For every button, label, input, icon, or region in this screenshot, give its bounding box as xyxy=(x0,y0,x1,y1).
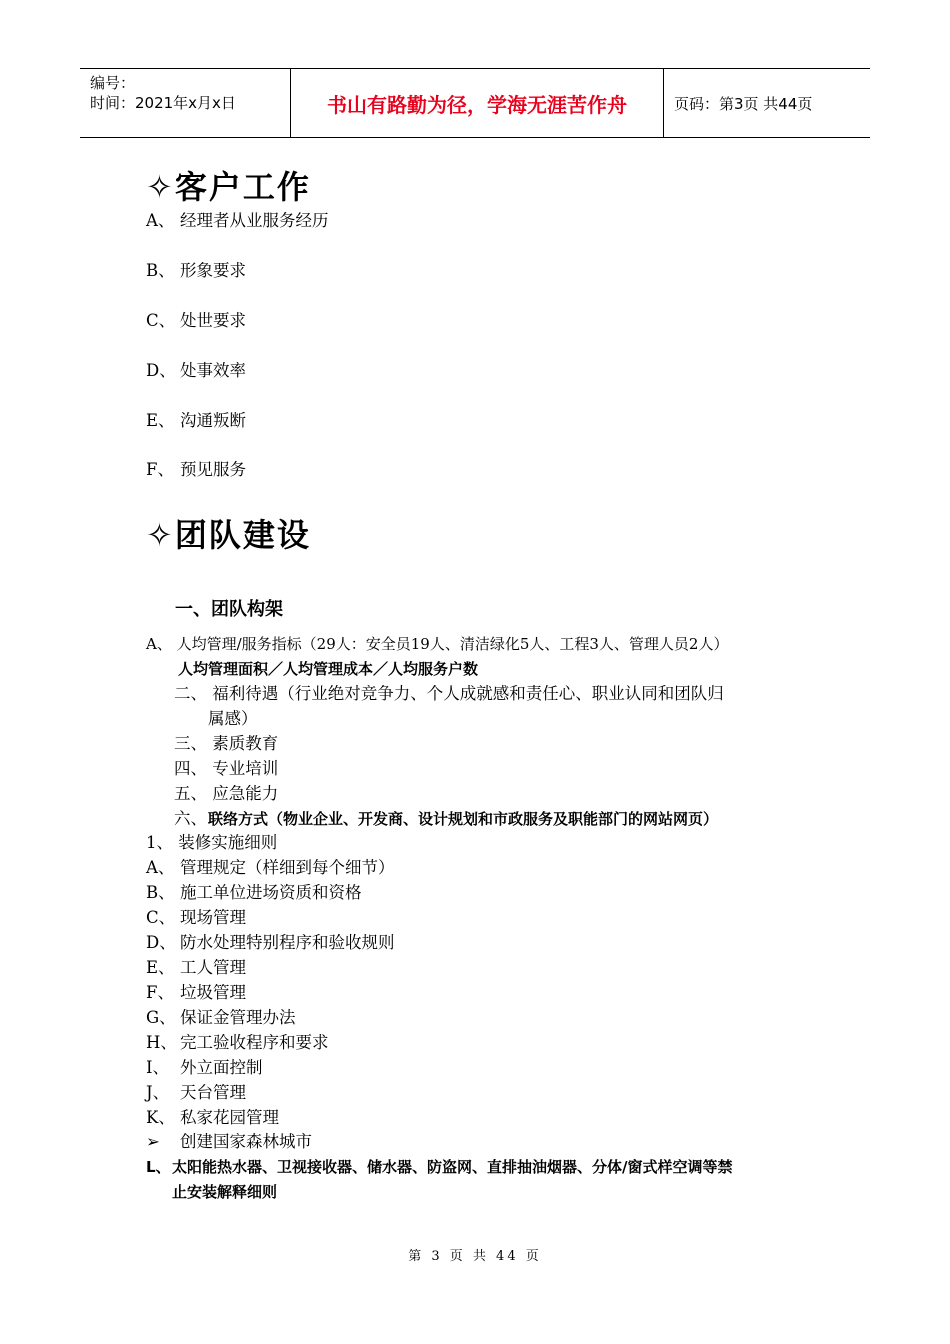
team-item-2-line1: 二、 福利待遇（行业绝对竞争力、个人成就感和责任心、职业认同和团队归 xyxy=(174,684,724,703)
section-title-customer-work: ✧客户工作 xyxy=(146,168,311,206)
header-right-cell xyxy=(664,69,812,137)
list-item: G、 保证金管理办法 xyxy=(146,1008,296,1027)
list-item: B、 施工单位进场资质和资格 xyxy=(146,883,362,902)
team-line-a: A、 人均管理/服务指标（29人：安全员19人、清洁绿化5人、工程3人、管理人员2人） xyxy=(146,635,729,653)
header-motto-cell xyxy=(291,69,664,137)
list-item: I、 外立面控制 xyxy=(146,1058,263,1077)
team-item-3: 三、 素质教育 xyxy=(174,734,279,753)
list-item: E、 工人管理 xyxy=(146,958,246,977)
list-item: J、 天台管理 xyxy=(146,1083,246,1102)
team-item-1-renovation: 1、 装修实施细则 xyxy=(146,833,278,852)
list-item: C、 现场管理 xyxy=(146,908,246,927)
list-item: B、 形象要求 xyxy=(146,261,246,280)
team-item-4: 四、 专业培训 xyxy=(174,759,279,778)
team-item-2-line2: 属感） xyxy=(208,709,258,728)
code-label: 编号： xyxy=(90,74,136,92)
list-item: F、 垃圾管理 xyxy=(146,983,246,1002)
list-item: A、 管理规定（样细到每个细节） xyxy=(146,858,395,877)
team-item-5: 五、 应急能力 xyxy=(174,784,279,803)
header-motto: 书山有路勤为径，学海无涯苦作舟 xyxy=(327,92,627,117)
list-item: D、 处事效率 xyxy=(146,361,246,380)
team-item-l-line2: 止安装解释细则 xyxy=(172,1183,278,1201)
list-item: A、 经理者从业服务经历 xyxy=(146,211,329,230)
list-item: F、 预见服务 xyxy=(146,460,246,479)
list-item: ➢ 创建国家森林城市 xyxy=(146,1132,312,1151)
list-item: D、 防水处理特别程序和验收规则 xyxy=(146,933,395,952)
section-title-team-building: ✧团队建设 xyxy=(146,516,311,554)
page-footer: 第 3 页 共 44 页 xyxy=(408,1249,542,1264)
list-item: K、 私家花园管理 xyxy=(146,1108,279,1127)
team-item-6: 六、联络方式（物业企业、开发商、设计规划和市政服务及职能部门的网站网页） xyxy=(174,809,719,828)
date-label: 时间：2021年x月x日 xyxy=(90,94,236,112)
header-left-cell xyxy=(80,69,291,137)
team-item-l-line1: L、太阳能热水器、卫视接收器、储水器、防盗网、直排抽油烟器、分体/窗式样空调等禁 xyxy=(146,1158,733,1176)
subsection-title: 一、团队构架 xyxy=(175,599,283,620)
list-item: E、 沟通叛断 xyxy=(146,411,246,430)
team-line-a-bold: 人均管理面积／人均管理成本／人均服务户数 xyxy=(178,660,479,678)
page-info: 页码：第3页 共44页 xyxy=(674,94,813,113)
page-header xyxy=(80,68,870,138)
list-item: H、 完工验收程序和要求 xyxy=(146,1033,329,1052)
list-item: C、 处世要求 xyxy=(146,311,246,330)
